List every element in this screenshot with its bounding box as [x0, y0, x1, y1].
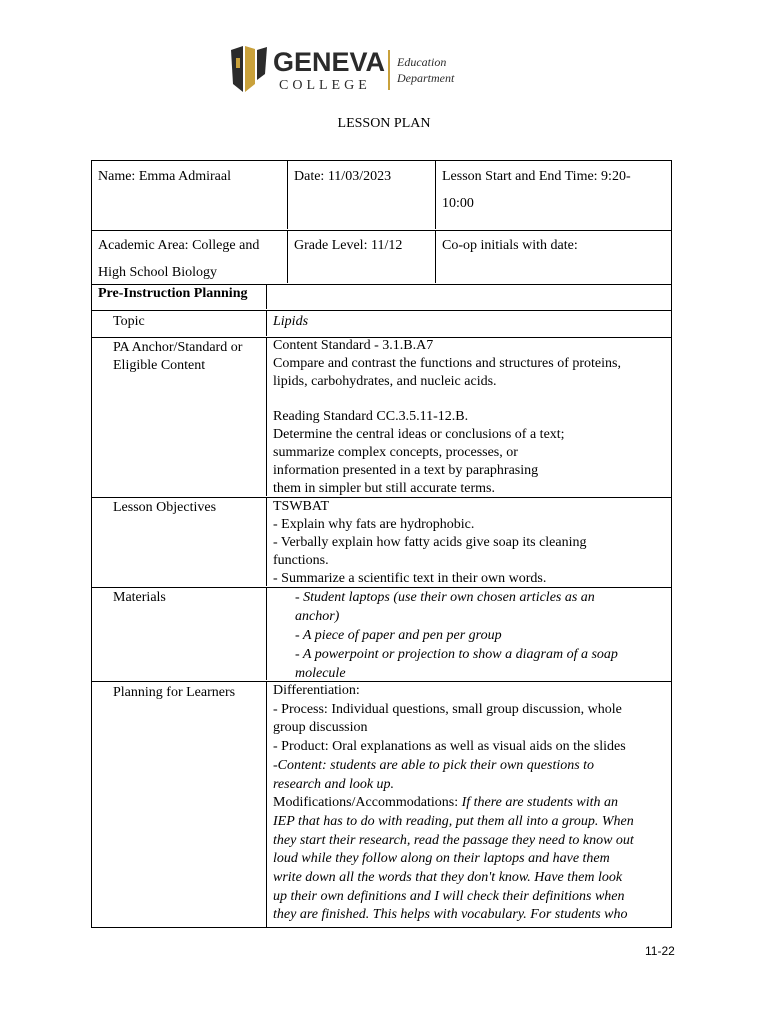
geneva-college-logo — [229, 44, 475, 94]
topic-label: Topic — [113, 314, 145, 329]
logo-dept-line1: Education — [397, 55, 447, 69]
topic-row — [92, 310, 671, 338]
grade-level-cell: Grade Level: 11/12 — [287, 230, 435, 283]
name-cell: Name: Emma Admiraal — [98, 169, 231, 184]
shield-icon — [231, 46, 267, 92]
objectives-label: Lesson Objectives — [113, 500, 217, 515]
materials-item: - A powerpoint or projection to show a diagram of a soap molecule — [295, 647, 618, 681]
learners-row — [92, 681, 671, 927]
objectives-row — [92, 497, 671, 588]
time-cell: Lesson Start and End Time: 9:20- 10:00 — [435, 161, 671, 229]
materials-label: Materials — [113, 590, 166, 605]
logo-dept-line2: Department — [397, 71, 455, 85]
materials-list — [266, 587, 671, 680]
lesson-plan-table — [91, 160, 672, 928]
pre-instruction-row — [92, 284, 671, 311]
info-row-1 — [92, 161, 671, 231]
materials-item: - A piece of paper and pen per group — [295, 628, 502, 643]
page-number: 11-22 — [645, 944, 675, 958]
materials-item: - Student laptops (use their own chosen articles as an anchor) — [295, 590, 595, 624]
standard-label: PA Anchor/Standard or Eligible Content — [113, 340, 243, 373]
logo-name: GENEVA — [273, 47, 386, 77]
learners-content: Differentiation: - Process: Individual questions, small group discussion, whole group discussion - Product: Oral explanations as well as visual aids on the slides -Content: students are able to pick their own questions to research and look up. Modifications/Accommodations: If there are students with an IEP that has to do with reading, put them all into a group. When they start their research, read the passage they need to know out loud while they follow along on their laptops and have them write down all the words that they don't know. Have them look up their own definitions and I will check their definitions when they are finished. This helps with vocabulary. For students who — [266, 681, 671, 927]
standard-row — [92, 337, 671, 498]
academic-area-cell: Academic Area: College and High School Biology — [98, 238, 260, 280]
materials-row — [92, 587, 671, 682]
section-title: Pre-Instruction Planning — [98, 286, 248, 301]
date-cell: Date: 11/03/2023 — [287, 161, 435, 229]
topic-value: Lipids — [266, 310, 671, 336]
standard-content: Content Standard - 3.1.B.A7 Compare and contrast the functions and structures of proteins, lipids, carbohydrates, and nucleic acids. Reading Standard CC.3.5.11-12.B. Determine the central ideas or conclusions of a text; summarize complex concepts, processes, or information presented in a text by paraphrasing them in simpler but still accurate terms. — [266, 337, 671, 496]
info-row-2 — [92, 230, 671, 285]
objectives-content: TSWBAT - Explain why fats are hydrophobic. - Verbally explain how fatty acids give soap its cleaning functions. - Summarize a scientific text in their own words. — [266, 497, 671, 586]
coop-initials-cell: Co-op initials with date: — [435, 230, 671, 283]
document-title: LESSON PLAN — [337, 116, 431, 131]
learners-label: Planning for Learners — [113, 685, 236, 700]
logo-sub: COLLEGE — [279, 78, 371, 93]
